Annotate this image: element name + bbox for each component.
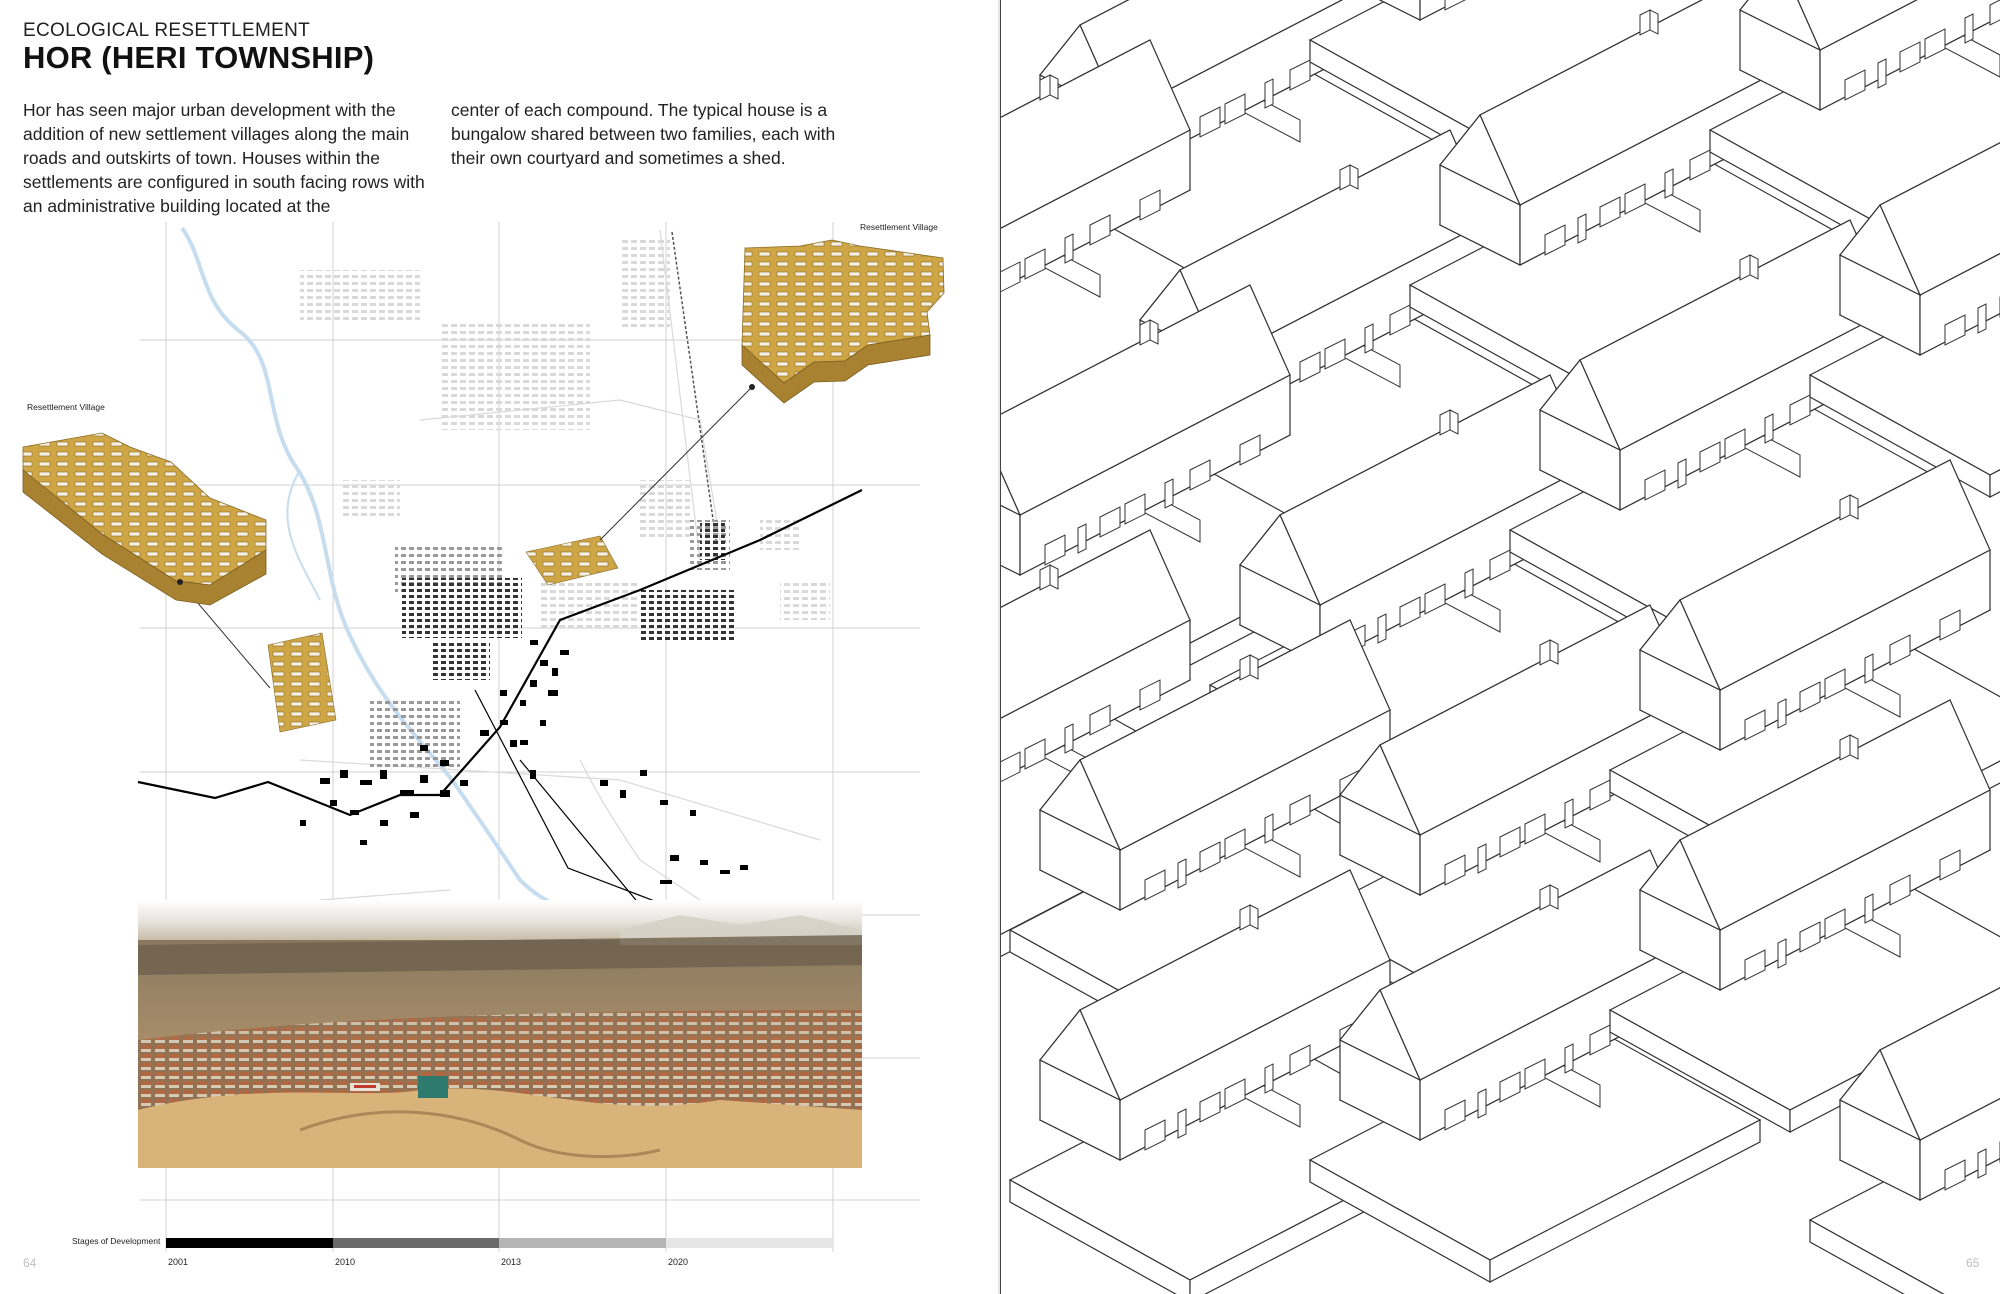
section-kicker: ECOLOGICAL RESETTLEMENT	[23, 20, 311, 41]
timeline-year-2010: 2010	[335, 1257, 356, 1267]
timeline-bar	[166, 1238, 833, 1248]
label-resettlement-village-right: Resettlement Village	[860, 222, 938, 232]
right-page	[1000, 0, 2000, 1294]
timeline-year-2013: 2013	[501, 1257, 522, 1267]
page-number-left: 64	[23, 1256, 37, 1270]
body-text-column-1: Hor has seen major urban development with the addition of new settlement villages along the main roads and outskirts of town. Houses within the settlements are configured in south facing rows with an administrative building located at the	[23, 100, 425, 216]
page-number-right: 65	[1966, 1256, 1980, 1270]
timeline-year-2001: 2001	[168, 1257, 189, 1267]
body-text-column-2: center of each compound. The typical house is a bungalow shared between two families, each with their own courtyard and sometimes a shed.	[451, 100, 836, 168]
timeline-year-2020: 2020	[668, 1257, 689, 1267]
isometric-housing-drawing	[1000, 0, 2000, 1294]
page-title: HOR (HERI TOWNSHIP)	[23, 40, 375, 75]
timeline-label: Stages of Development	[72, 1236, 161, 1246]
label-resettlement-village-left: Resettlement Village	[27, 402, 105, 412]
